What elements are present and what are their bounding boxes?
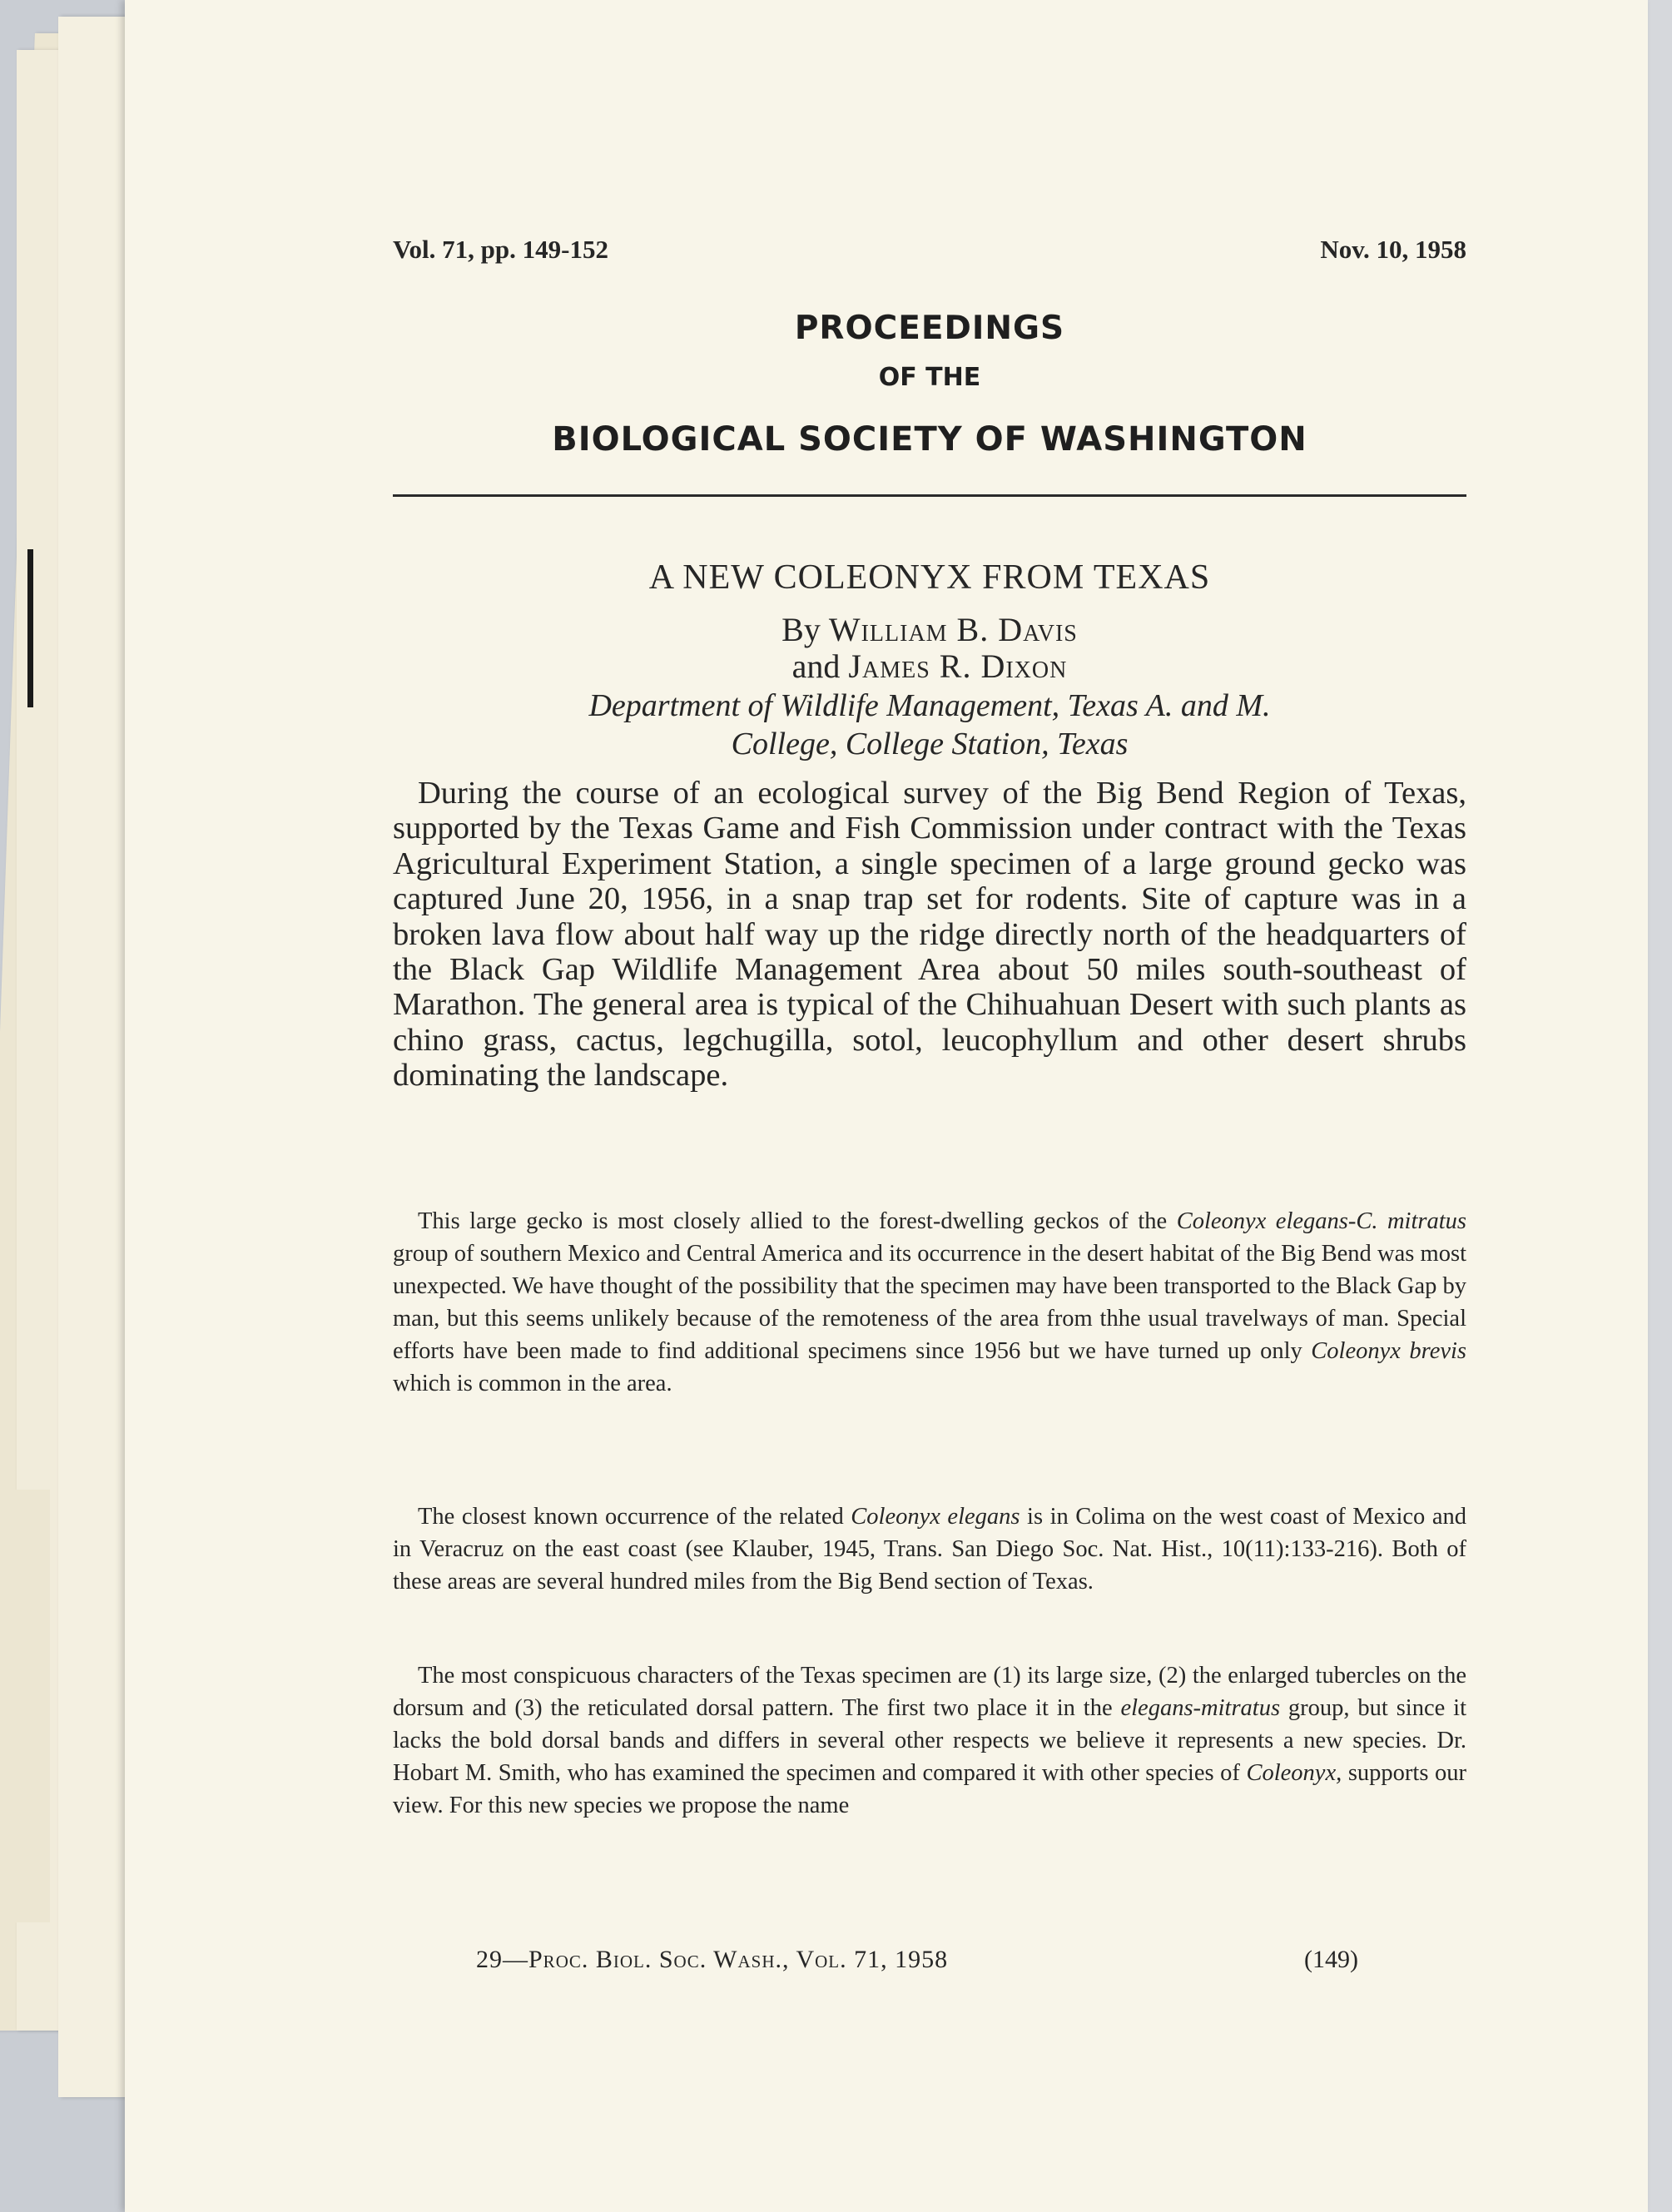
masthead-society: BIOLOGICAL SOCIETY OF WASHINGTON bbox=[552, 420, 1307, 459]
p2-taxon-1: Coleonyx elegans-C. mitratus bbox=[1176, 1208, 1466, 1234]
p4-text-a: The most conspicuous characters of the Texas specimen are (1) its large size, (2) the enlarged tubercles on the dorsum and (3) the reticulated dorsal pattern. The first two place it in the bbox=[393, 1663, 1466, 1721]
p3-text-b: is in Colima on the west coast of Mexico and in Veracruz on the east coast (see Klauber, 1945, Trans. San Diego Soc. Nat. Hist., 10(11):133-216). Both of these areas are several hundred miles from the Big Bend section of Texas. bbox=[393, 1504, 1466, 1595]
scan-edge bbox=[1647, 0, 1672, 2212]
p4-text-b: group, but since it lacks the bold dorsal bands and differs in several other respects we believe it represents a new species. Dr. Hobart M. Smith, who has examined the specimen and compared it with other species of bbox=[393, 1695, 1466, 1786]
binding-mark bbox=[0, 1490, 50, 1922]
byline-author-1 bbox=[393, 610, 1466, 649]
masthead-of-the: OF THE bbox=[878, 363, 981, 392]
p2-text-c: which is common in the area. bbox=[393, 1371, 672, 1396]
binding-mark bbox=[27, 549, 33, 707]
paragraph-4 bbox=[393, 1659, 1466, 1822]
paper-page bbox=[125, 0, 1648, 2212]
footer-citation: 29—Proc. Biol. Soc. Wash., Vol. 71, 1958 bbox=[476, 1946, 949, 1973]
lead-paragraph: During the course of an ecological survey of the Big Bend Region of Texas, supported by the Texas Game and Fish Commission under contract with the Texas Agricultural Experiment Station, a single specimen of a large ground gecko was captured June 20, 1956, in a snap trap set for rodents. Site of capture was in a broken lava flow about half way up the ridge directly north of the headquarters of the Black Gap Wildlife Management Area about 50 miles south-southeast of Marathon. The general area is typical of the Chihuahuan Desert with such plants as chino grass, cactus, legchugilla, sotol, leucophyllum and other desert shrubs dominating the landscape. bbox=[393, 776, 1466, 1094]
issue-date: Nov. 10, 1958 bbox=[1320, 235, 1466, 264]
affiliation-line-1: Department of Wildlife Management, Texas A. and M. bbox=[588, 688, 1271, 723]
masthead-proceedings: PROCEEDINGS bbox=[794, 310, 1065, 347]
paragraph-2 bbox=[393, 1205, 1466, 1400]
p2-taxon-2: Coleonyx brevis bbox=[1311, 1338, 1467, 1364]
page-number: (149) bbox=[1304, 1946, 1358, 1973]
author-1: William B. Davis bbox=[828, 611, 1078, 648]
by-word: By bbox=[781, 611, 821, 648]
masthead-rule bbox=[393, 494, 1466, 497]
affiliation bbox=[393, 687, 1466, 763]
p3-taxon-1: Coleonyx elegans bbox=[851, 1504, 1020, 1530]
paragraph-3 bbox=[393, 1500, 1466, 1598]
p2-text-a: This large gecko is most closely allied to the forest-dwelling geckos of the bbox=[418, 1208, 1177, 1234]
volume-pages: Vol. 71, pp. 149-152 bbox=[393, 235, 608, 264]
p4-taxon-1: elegans-mitratus bbox=[1120, 1695, 1281, 1721]
p4-text-c: supports our view. For this new species we propose the name bbox=[393, 1760, 1466, 1818]
affiliation-line-2: College, College Station, Texas bbox=[731, 727, 1129, 761]
p2-text-b: group of southern Mexico and Central America and its occurrence in the desert habitat of the Big Bend was most unexpected. We have thought of the possibility that the specimen may have been transported to the Black Gap by man, but this seems unlikely because of the remoteness of the area from thhe usual travelways of man. Special efforts have been made to find additional specimens since 1956 but we have turned up only bbox=[393, 1241, 1466, 1364]
byline-author-2 bbox=[393, 647, 1466, 686]
article-title: A NEW COLEONYX FROM TEXAS bbox=[648, 558, 1211, 597]
p3-text-a: The closest known occurrence of the related bbox=[418, 1504, 851, 1530]
author-2: James R. Dixon bbox=[848, 647, 1068, 685]
p4-taxon-2: Coleonyx, bbox=[1246, 1760, 1342, 1786]
and-word: and bbox=[791, 647, 841, 685]
